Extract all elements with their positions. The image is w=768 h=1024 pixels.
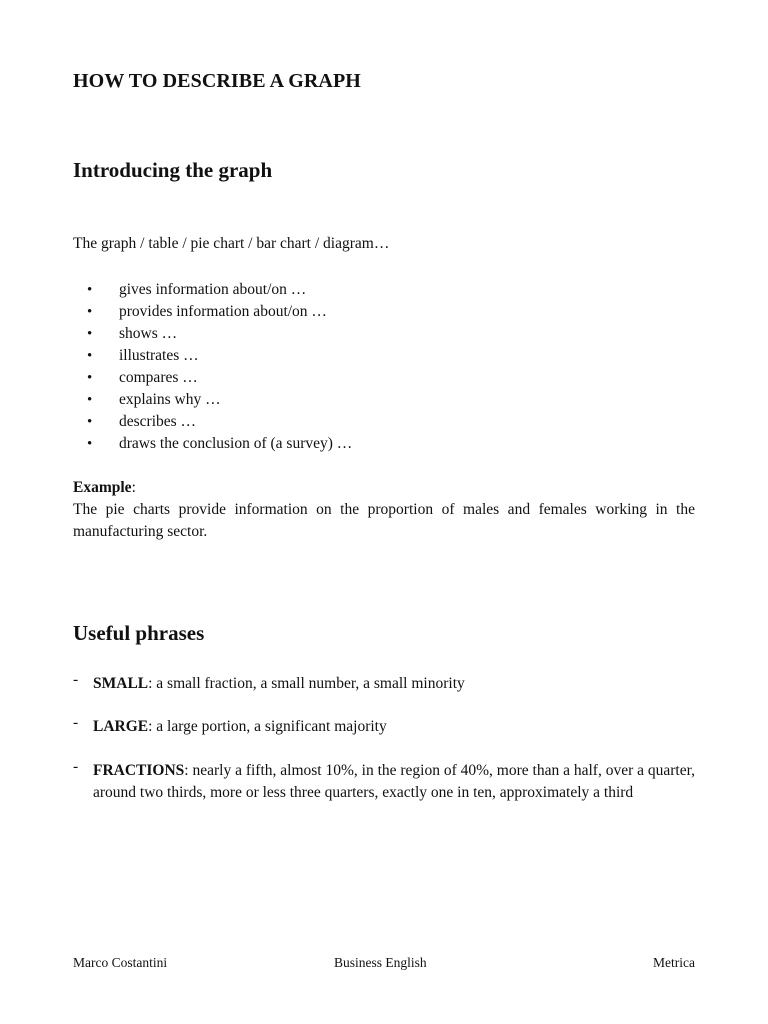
example-text: The pie charts provide information on the proportion of males and females working in the manufacturing sector. [73,501,695,540]
intro-bullet-list [73,279,352,455]
bullet-icon: • [87,304,93,320]
phrase-item-fractions [73,760,695,804]
phrase-item-large [73,716,695,738]
list-item-text: explains why … [119,391,221,408]
example-block [73,477,695,543]
list-item-text: draws the conclusion of (a survey) … [119,435,353,452]
footer-author: Marco Costantini [73,955,168,970]
example-colon: : [131,479,136,496]
list-item [73,301,352,323]
list-item-text: gives information about/on … [119,281,307,298]
intro-lead-text: The graph / table / pie chart / bar chart / diagram… [73,235,390,252]
list-item [73,345,352,367]
page-title: HOW TO DESCRIBE A GRAPH [73,70,361,92]
section-heading-useful-phrases: Useful phrases [73,621,205,645]
list-item-text: describes … [119,413,197,430]
phrase-item-small [73,673,695,695]
footer-brand: Metrica [653,955,695,970]
list-item [73,389,352,411]
phrase-text: : a small fraction, a small number, a small minority [148,675,465,692]
bullet-icon: • [87,326,93,342]
footer-course: Business English [334,955,427,970]
phrase-text: : nearly a fifth, almost 10%, in the region of 40%, more than a half, over a quarter, around two thirds, more or less three quarters, exactly one in ten, approximately a third [93,762,696,801]
list-item-text: provides information about/on … [119,303,327,320]
example-label: Example [73,479,132,496]
dash-icon: - [73,758,79,775]
list-item [73,411,352,433]
dash-icon: - [73,714,79,731]
bullet-icon: • [87,282,93,298]
phrase-key: FRACTIONS [93,762,185,779]
phrase-key: SMALL [93,675,149,692]
bullet-icon: • [87,348,93,364]
phrase-text: : a large portion, a significant majority [148,718,387,735]
bullet-icon: • [87,436,93,452]
list-item [73,323,352,345]
list-item-text: shows … [119,325,178,342]
phrase-key: LARGE [93,718,149,735]
list-item [73,279,352,301]
list-item [73,433,352,455]
bullet-icon: • [87,370,93,386]
list-item [73,367,352,389]
dash-icon: - [73,671,79,688]
list-item-text: compares … [119,369,198,386]
bullet-icon: • [87,392,93,408]
list-item-text: illustrates … [119,347,199,364]
bullet-icon: • [87,414,93,430]
section-heading-introducing: Introducing the graph [73,158,273,182]
